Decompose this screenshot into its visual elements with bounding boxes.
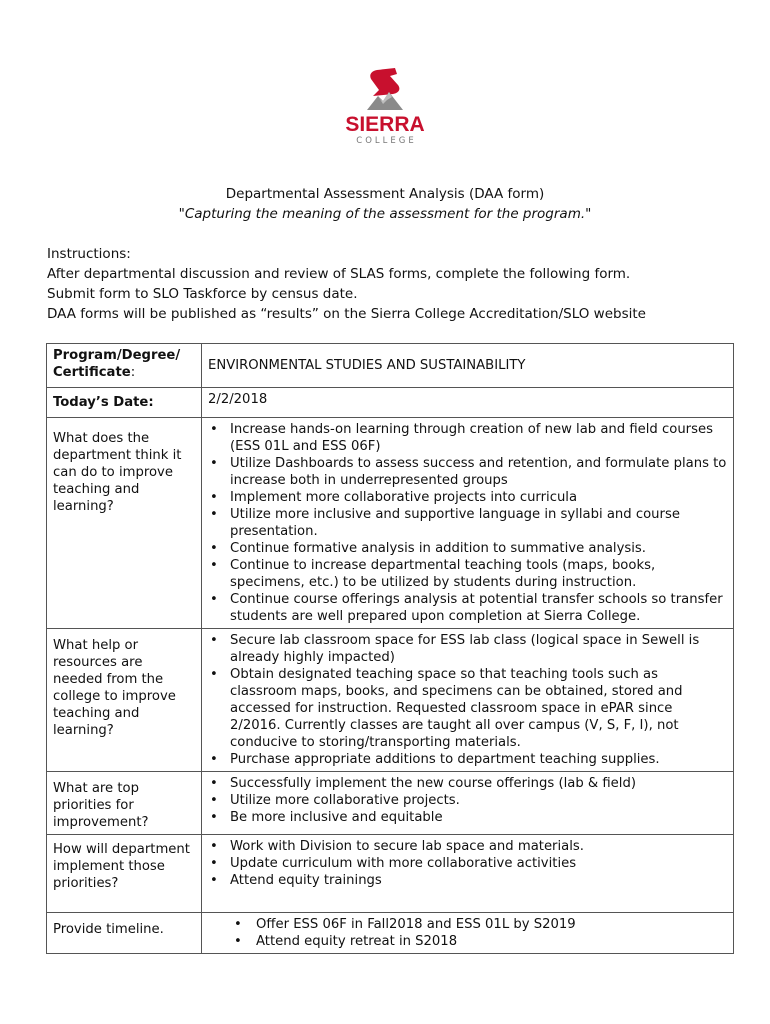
q4-label: How will department implement those priorities? (47, 835, 202, 913)
program-label-colon: : (130, 365, 136, 380)
list-item: • Continue to increase departmental teaching tools (maps, books, specimens, etc.) to be utilized by students during instruction. (230, 557, 727, 591)
date-value: 2/2/2018 (202, 388, 734, 418)
instructions-heading: Instructions: (47, 246, 131, 262)
q5-answer (202, 913, 734, 954)
document-header (0, 184, 770, 224)
program-label-line1: Program/Degree/ (53, 348, 181, 363)
list-item: • Utilize Dashboards to assess success and retention, and formulate plans to increase both in underrepresented groups (230, 455, 727, 489)
list-item: • Obtain designated teaching space so that teaching tools such as classroom maps, books, and specimens can be obtained, stored and accessed for instruction. Requested classroom space in ePAR since 2/2016. Currently classes are taught all over campus (V, S, F, I), not conducive to storing/transporting materials. (230, 666, 727, 751)
document-title: Departmental Assessment Analysis (DAA form) (225, 186, 545, 202)
q5-list (208, 916, 727, 950)
list-item: • Work with Division to secure lab space and materials. (230, 838, 727, 855)
q3-label: What are top priorities for improvement? (47, 772, 202, 835)
date-label: Today’s Date: (47, 388, 202, 418)
list-item: • Be more inclusive and equitable (230, 809, 727, 826)
list-item: • Utilize more collaborative projects. (230, 792, 727, 809)
sierra-s-mountain-icon (365, 66, 405, 112)
logo-name: SIERRA (345, 113, 425, 136)
document-subtitle: "Capturing the meaning of the assessment for the program." (178, 206, 592, 222)
q4-list (208, 838, 727, 889)
q5-row (47, 913, 734, 954)
list-item: • Implement more collaborative projects into curricula (230, 489, 727, 506)
instructions-line: After departmental discussion and review of SLAS forms, complete the following form. (47, 266, 631, 282)
q2-list (208, 632, 727, 768)
q2-label: What help or resources are needed from the college to improve teaching and learning? (47, 629, 202, 772)
list-item: • Update curriculum with more collaborative activities (230, 855, 727, 872)
q3-list (208, 775, 727, 826)
instructions-line: Submit form to SLO Taskforce by census date. (47, 286, 358, 302)
list-item: • Continue formative analysis in addition to summative analysis. (230, 540, 727, 557)
program-row (47, 344, 734, 388)
q2-row (47, 629, 734, 772)
q1-label: What does the department think it can do to improve teaching and learning? (47, 418, 202, 629)
q5-label: Provide timeline. (47, 913, 202, 954)
list-item: • Attend equity retreat in S2018 (256, 933, 727, 950)
list-item: • Offer ESS 06F in Fall2018 and ESS 01L by S2019 (256, 916, 727, 933)
list-item: • Successfully implement the new course offerings (lab & field) (230, 775, 727, 792)
sierra-college-logo (340, 66, 430, 146)
q1-answer (202, 418, 734, 629)
q4-row (47, 835, 734, 913)
list-item: • Increase hands-on learning through creation of new lab and field courses (ESS 01L and ESS 06F) (230, 421, 727, 455)
list-item: • Attend equity trainings (230, 872, 727, 889)
date-row (47, 388, 734, 418)
q3-answer (202, 772, 734, 835)
q3-row (47, 772, 734, 835)
instructions (47, 244, 747, 324)
program-value: ENVIRONMENTAL STUDIES AND SUSTAINABILITY (202, 344, 734, 388)
list-item: • Purchase appropriate additions to department teaching supplies. (230, 751, 727, 768)
program-label-line2: Certificate (53, 365, 131, 380)
list-item: • Secure lab classroom space for ESS lab class (logical space in Sewell is already highly impacted) (230, 632, 727, 666)
q1-list (208, 421, 727, 625)
program-label (47, 344, 202, 388)
daa-form-table (46, 343, 734, 954)
logo-subname: COLLEGE (356, 136, 417, 146)
q4-answer (202, 835, 734, 913)
list-item: • Utilize more inclusive and supportive language in syllabi and course presentation. (230, 506, 727, 540)
instructions-line: DAA forms will be published as “results” on the Sierra College Accreditation/SLO website (47, 306, 646, 322)
q2-answer (202, 629, 734, 772)
list-item: • Continue course offerings analysis at potential transfer schools so transfer students are well prepared upon completion at Sierra College. (230, 591, 727, 625)
q1-row (47, 418, 734, 629)
